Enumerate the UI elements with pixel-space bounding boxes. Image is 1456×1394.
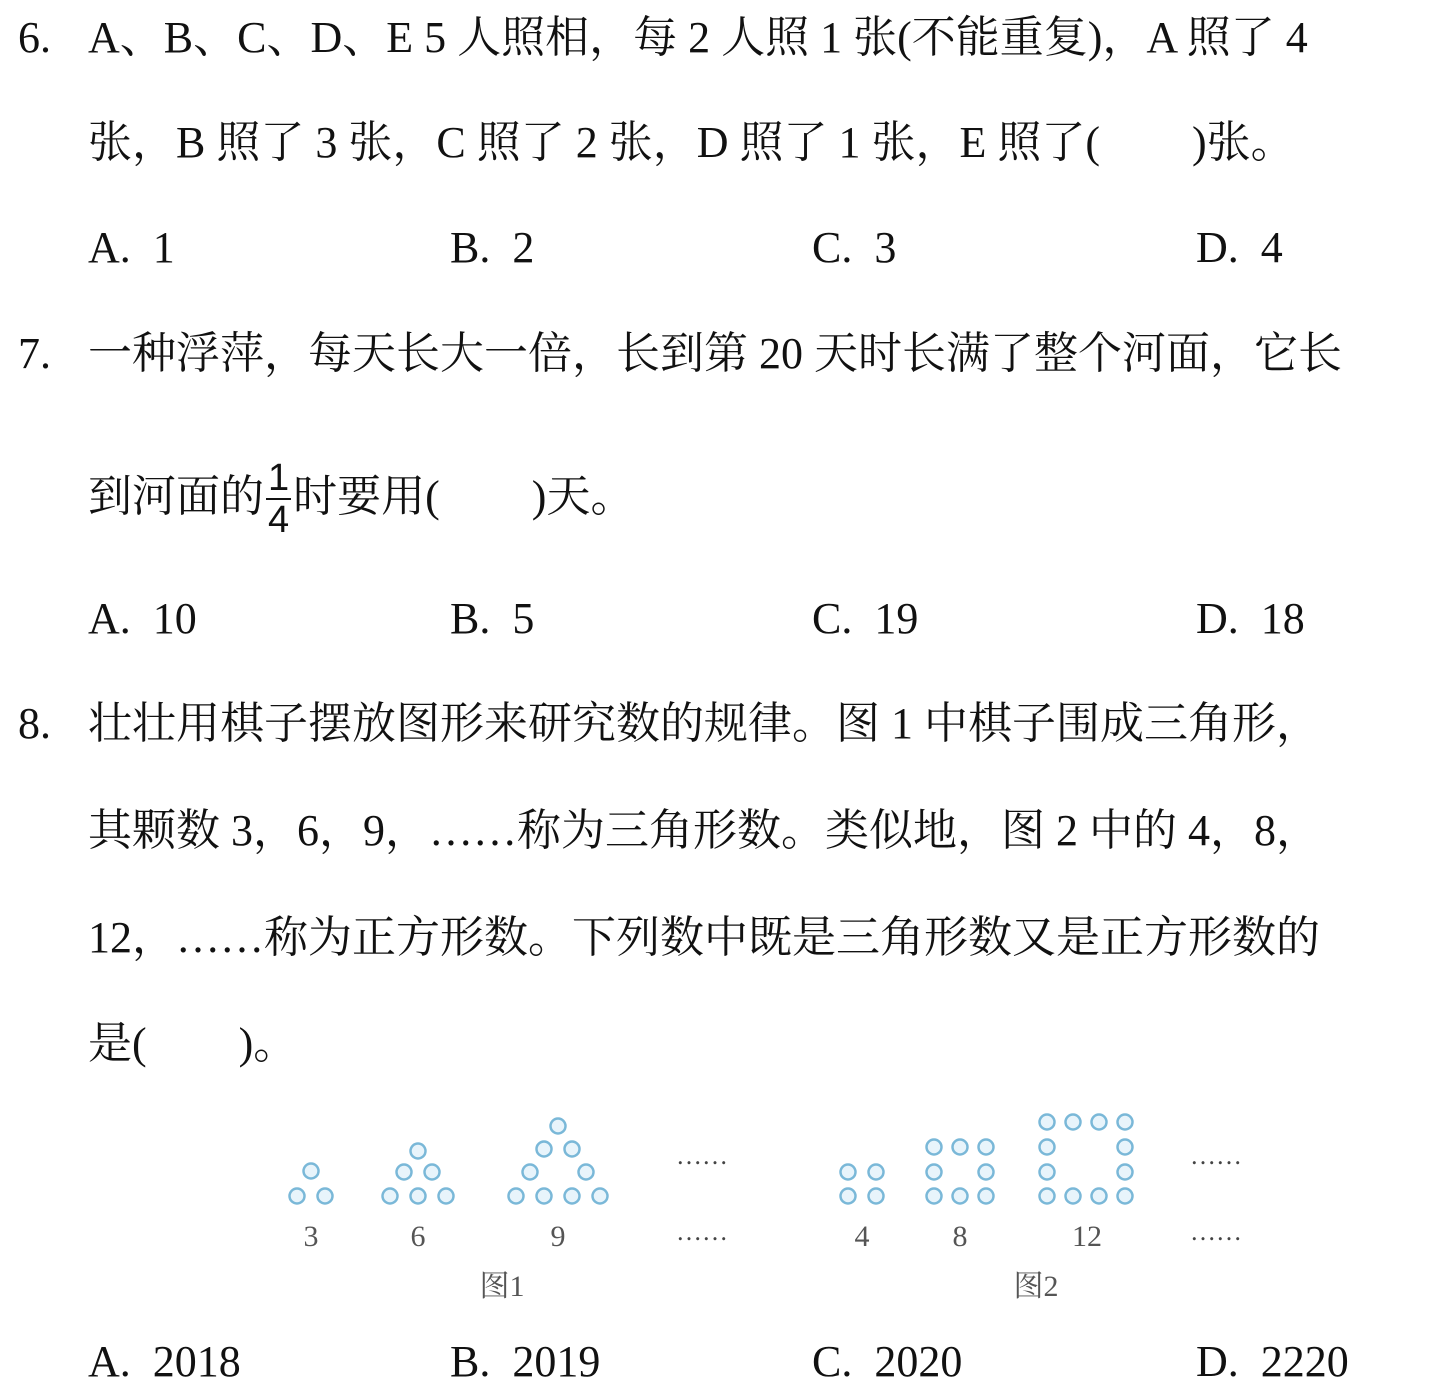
- counter-dot: [927, 1189, 942, 1204]
- counter-dot: [1092, 1115, 1107, 1130]
- counter-dot: [979, 1140, 994, 1155]
- counter-dot: [869, 1165, 884, 1180]
- option-c: C. 2020: [812, 1337, 963, 1386]
- counter-dot: [1040, 1165, 1055, 1180]
- counter-dot: [1118, 1165, 1133, 1180]
- fig1-label: 6: [410, 1220, 426, 1253]
- counter-dot: [439, 1189, 454, 1204]
- counter-dot: [1040, 1189, 1055, 1204]
- option-b: B. 2019: [450, 1337, 601, 1386]
- question-text-line: 12，……称为正方形数。下列数中既是三角形数又是正方形数的: [88, 913, 1320, 962]
- question-text-line: 壮壮用棋子摆放图形来研究数的规律。图 1 中棋子围成三角形，: [88, 699, 1320, 748]
- counter-dot: [579, 1165, 594, 1180]
- question-text-line: 到河面的 $\frac{1}{4}$ 时要用( )天。: [88, 457, 635, 541]
- counter-dot: [397, 1165, 412, 1180]
- ellipsis-bottom-fig1: ……: [676, 1217, 728, 1246]
- counter-dot: [537, 1142, 552, 1157]
- fig2-label: 12: [1072, 1220, 1102, 1253]
- pattern-figure: [0, 1100, 1456, 1330]
- counter-dot: [1118, 1189, 1133, 1204]
- counter-dot: [927, 1165, 942, 1180]
- question-text-line: 其颗数 3，6，9，……称为三角形数。类似地，图 2 中的 4，8，: [88, 806, 1320, 855]
- counter-dot: [953, 1140, 968, 1155]
- fig1-caption: 图1: [479, 1270, 525, 1303]
- counter-dot: [927, 1140, 942, 1155]
- counter-dot: [383, 1189, 398, 1204]
- counter-dot: [869, 1189, 884, 1204]
- counter-dot: [1118, 1115, 1133, 1130]
- counter-dot: [841, 1165, 856, 1180]
- counter-dot: [565, 1189, 580, 1204]
- option-a: A. 10: [88, 594, 197, 643]
- counter-dot: [565, 1142, 580, 1157]
- counter-dot: [290, 1189, 305, 1204]
- fraction: $\frac{1}{4}$: [268, 457, 290, 541]
- counter-dot: [841, 1189, 856, 1204]
- counter-dot: [1066, 1115, 1081, 1130]
- counter-dot: [1066, 1189, 1081, 1204]
- ellipsis-top-fig1: ……: [676, 1141, 728, 1170]
- ellipsis-top-fig2: ……: [1190, 1141, 1242, 1170]
- question-text-line: A、B、C、D、E 5 人照相，每 2 人照 1 张(不能重复)，A 照了 4: [88, 13, 1308, 62]
- option-d: D. 18: [1196, 594, 1305, 643]
- counter-dot: [979, 1165, 994, 1180]
- fig1-label: 3: [303, 1220, 319, 1253]
- option-b: B. 5: [450, 594, 535, 643]
- counter-dot: [304, 1164, 319, 1179]
- counter-dot: [425, 1165, 440, 1180]
- counter-dot: [509, 1189, 524, 1204]
- counter-dot: [1040, 1140, 1055, 1155]
- option-b: B. 2: [450, 223, 535, 272]
- counter-dot: [593, 1189, 608, 1204]
- counter-dot: [1118, 1140, 1133, 1155]
- option-d: D. 2220: [1196, 1337, 1349, 1386]
- option-c: C. 3: [812, 223, 897, 272]
- question-number: 6.: [18, 13, 51, 62]
- counter-dot: [411, 1189, 426, 1204]
- counter-dot: [551, 1119, 566, 1134]
- counter-dot: [411, 1144, 426, 1159]
- fig2-label: 8: [952, 1220, 968, 1253]
- counter-dot: [1040, 1115, 1055, 1130]
- ellipsis-bottom-fig2: ……: [1190, 1217, 1242, 1246]
- question-text-line: 一种浮萍，每天长大一倍，长到第 20 天时长满了整个河面，它长: [88, 329, 1342, 378]
- question-text-line: 是( )。: [88, 1019, 298, 1068]
- fig2-label: 4: [854, 1220, 870, 1253]
- option-a: A. 1: [88, 223, 175, 272]
- option-a: A. 2018: [88, 1337, 241, 1386]
- fig2-caption: 图2: [1013, 1270, 1059, 1303]
- counter-dot: [523, 1165, 538, 1180]
- question-number: 8.: [18, 699, 51, 748]
- option-d: D. 4: [1196, 223, 1283, 272]
- counter-dot: [953, 1189, 968, 1204]
- fig1-label: 9: [550, 1220, 566, 1253]
- counter-dot: [979, 1189, 994, 1204]
- counter-dot: [318, 1189, 333, 1204]
- counter-dot: [1092, 1189, 1107, 1204]
- question-number: 7.: [18, 329, 51, 378]
- question-text-line: 张，B 照了 3 张，C 照了 2 张，D 照了 1 张，E 照了( )张。: [88, 118, 1295, 167]
- counter-dot: [537, 1189, 552, 1204]
- option-c: C. 19: [812, 594, 919, 643]
